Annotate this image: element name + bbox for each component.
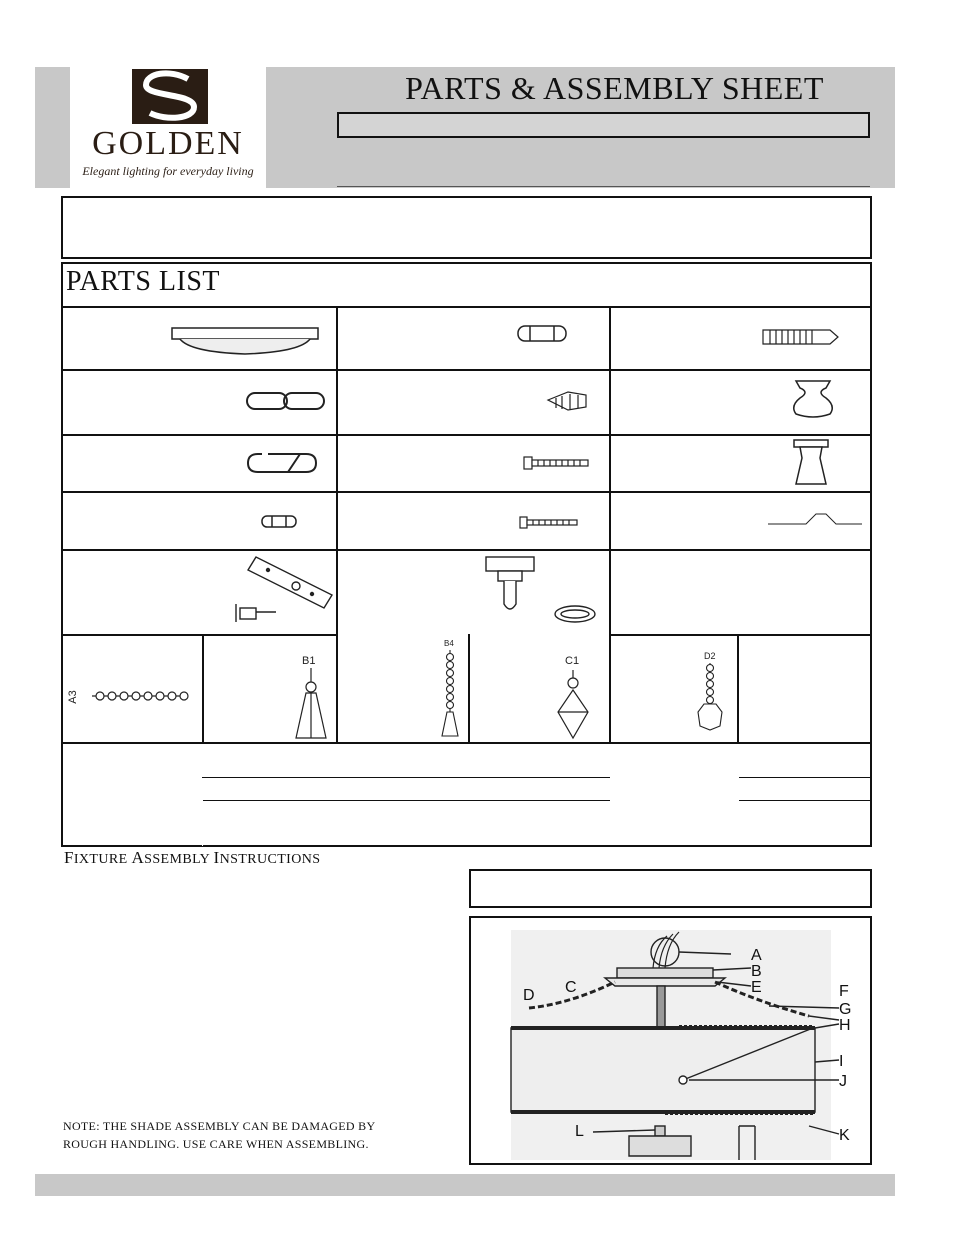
threaded-rod-icon <box>763 330 838 344</box>
diagram-label-d: D <box>523 987 535 1004</box>
diagram-label-e: E <box>751 979 762 996</box>
part-label-a3: A3 <box>67 690 79 704</box>
page-title: PARTS & ASSEMBLY SHEET <box>405 70 824 106</box>
diagram-label-h: H <box>839 1017 851 1034</box>
fixture-body-icon <box>172 328 318 354</box>
assembly-diagram <box>469 916 872 1165</box>
diagram-label-i: I <box>839 1053 844 1070</box>
part-label-c1: C1 <box>565 655 580 667</box>
diagram-label-l: L <box>575 1123 584 1140</box>
handling-note <box>63 1117 443 1153</box>
part-label-d2: D2 <box>704 651 716 661</box>
short-screw-icon <box>520 517 577 528</box>
crystal-drop-d2-icon <box>698 663 722 730</box>
diagram-label-k: K <box>839 1127 850 1144</box>
brand-name: GOLDEN <box>92 125 244 162</box>
chain-icon <box>247 393 324 409</box>
crystal-strand-a3-icon <box>92 692 188 700</box>
coupling-icon <box>518 326 566 341</box>
diagram-label-c: C <box>565 979 577 996</box>
part-label-b1: B1 <box>302 655 316 667</box>
long-screw-icon <box>524 457 588 469</box>
diagram-label-g: G <box>839 1001 852 1018</box>
small-coupling-icon <box>262 516 296 527</box>
parts-list-title: PARTS LIST <box>66 266 220 297</box>
part-label-b4: B4 <box>444 639 454 648</box>
diagram-label-f: F <box>839 983 849 1000</box>
diagram-label-j: J <box>839 1073 847 1090</box>
diagram-label-a: A <box>751 947 762 964</box>
crossbar-profile-icon <box>768 514 862 524</box>
diagram-label-b: B <box>751 963 762 980</box>
note-line-1: NOTE: THE SHADE ASSEMBLY CAN BE DAMAGED BY <box>63 1119 376 1133</box>
canopy-cap-icon <box>794 440 828 484</box>
crystal-pendant-b1-icon <box>296 668 326 738</box>
socket-cluster-icon <box>486 557 595 622</box>
mounting-bracket-icon <box>236 557 332 622</box>
crystal-octagon-c1-icon <box>558 670 588 738</box>
assembly-instructions-title: FIXTURE ASSEMBLY INSTRUCTIONS <box>64 848 321 867</box>
diagram-caption-box <box>469 869 872 908</box>
wire-nut-icon <box>548 392 586 410</box>
brand-tagline: Elegant lighting for everyday living <box>82 164 254 178</box>
note-line-2: ROUGH HANDLING. USE CARE WHEN ASSEMBLING. <box>63 1137 369 1151</box>
crystal-strand-b4-icon <box>442 650 458 736</box>
quick-link-icon <box>248 454 316 472</box>
footer-band <box>35 1174 895 1196</box>
finial-knob-icon <box>794 381 833 417</box>
